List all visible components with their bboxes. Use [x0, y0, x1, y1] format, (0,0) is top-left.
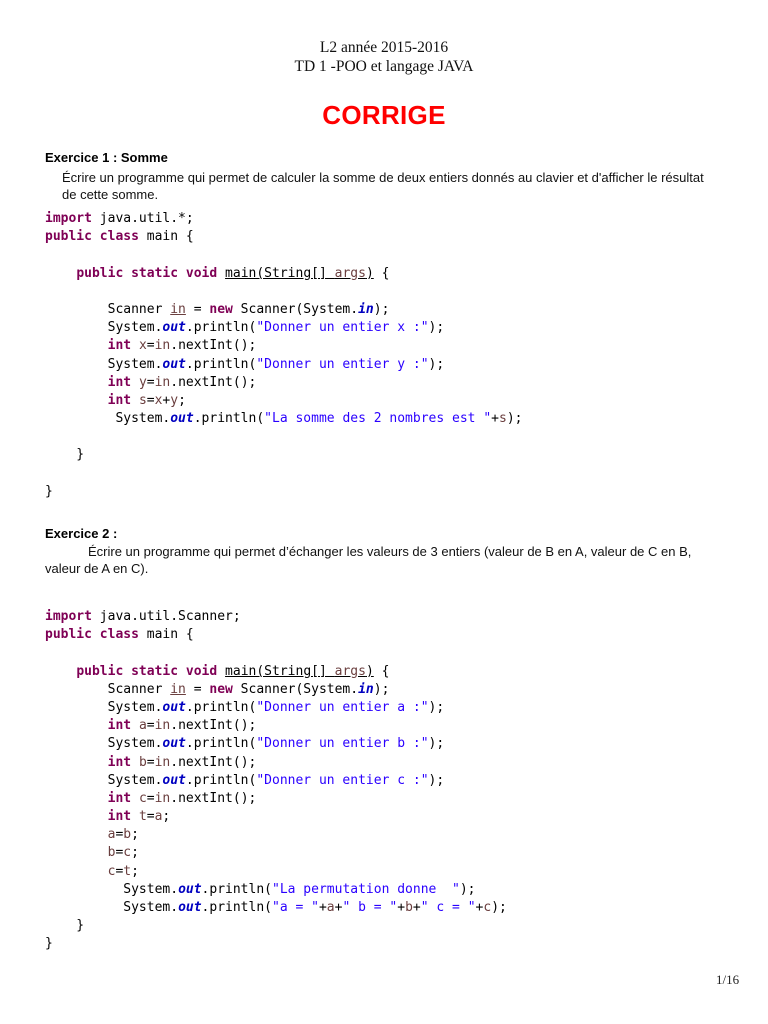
course-year: L2 année 2015-2016	[319, 39, 449, 56]
code-line: public static void main(String[] args) {	[76, 265, 390, 281]
code-line: import java.util.Scanner;	[45, 609, 241, 624]
exercise-2-heading: Exercice 2 :	[45, 526, 118, 541]
code-line: public class main {	[45, 229, 194, 245]
code-line: System.out.println("Donner un entier x :");	[45, 320, 445, 336]
code-line: }	[45, 936, 53, 952]
code-line: int c=in.nextInt();	[107, 790, 257, 806]
course-title: TD 1 -POO et langage JAVA	[294, 58, 474, 75]
code-line: System.out.println("a = "+a+" b = "+b+" c = "+c);	[45, 900, 507, 915]
code-line: System.out.println("Donner un entier c :");	[45, 772, 445, 788]
statement-line: Écrire un programme qui permet d’échanger les valeurs de 3 entiers (valeur de B en A, valeur de C en B,	[88, 544, 692, 559]
page-number: 1/16	[716, 972, 740, 987]
code-line: int a=in.nextInt();	[107, 718, 257, 734]
code-line	[45, 246, 522, 264]
code-line: Scanner in = new Scanner(System.in);	[45, 681, 390, 697]
code-line	[45, 283, 522, 301]
code-line: System.out.println("La permutation donne ");	[45, 881, 476, 897]
code-line: Scanner in = new Scanner(System.in);	[45, 301, 390, 317]
code-line	[45, 428, 522, 446]
code-line: int b=in.nextInt();	[107, 754, 257, 770]
statement-line: valeur de A en C).	[45, 561, 149, 576]
code-line: }	[45, 918, 85, 934]
code-line	[45, 644, 507, 662]
statement-line: Écrire un programme qui permet de calculer la somme de deux entiers donnés au clavier et d'afficher le résultat	[62, 170, 704, 185]
code-line: import java.util.*;	[45, 211, 194, 226]
code-line: int x=in.nextInt();	[107, 338, 257, 354]
code-line: int t=a;	[107, 809, 171, 825]
code-line: public class main {	[45, 627, 194, 643]
code-line: System.out.println("La somme des 2 nombres est "+s);	[45, 411, 523, 427]
code-line: System.out.println("Donner un entier b :");	[45, 736, 445, 752]
exercise-1-code	[45, 210, 522, 501]
exercise-2-code	[45, 608, 507, 954]
exercise-2-statement	[45, 543, 691, 577]
code-line	[45, 465, 522, 483]
code-line: int y=in.nextInt();	[107, 374, 257, 390]
code-line: c=t;	[107, 863, 139, 879]
exercise-1-statement	[62, 169, 704, 203]
code-line: b=c;	[107, 845, 139, 861]
code-line: }	[45, 483, 53, 499]
statement-line: de cette somme.	[62, 187, 159, 202]
code-line: System.out.println("Donner un entier y :");	[45, 356, 445, 372]
exercise-1-heading: Exercice 1 : Somme	[45, 150, 168, 165]
document-title: CORRIGE	[322, 100, 446, 130]
code-line: a=b;	[107, 827, 139, 843]
code-line: public static void main(String[] args) {	[76, 663, 390, 679]
code-line: int s=x+y;	[107, 392, 186, 408]
code-line: }	[45, 447, 85, 463]
code-line: System.out.println("Donner un entier a :");	[45, 699, 445, 715]
